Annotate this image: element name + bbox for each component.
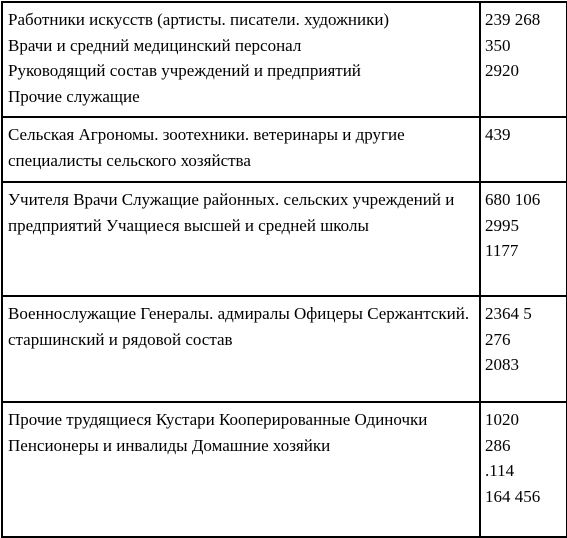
value-line: 680 106 xyxy=(485,190,541,209)
category-cell xyxy=(2,2,480,117)
value-cell xyxy=(480,296,567,402)
category-text: Сельская Агрономы. зоотехники. ветеринары и другие специалисты сельского хозяйства xyxy=(8,125,405,170)
table-row xyxy=(2,402,567,537)
value-line: 439 xyxy=(485,125,511,144)
value-line: 350 xyxy=(485,35,511,55)
category-text: Учителя Врачи Служащие районных. сельских учреждений и предприятий Учащиеся высшей и средней школы xyxy=(8,190,455,235)
category-cell xyxy=(2,117,480,182)
value-line: 276 xyxy=(485,329,511,349)
value-line: .114 xyxy=(485,461,515,480)
value-line: 164 456 xyxy=(485,486,541,506)
category-line: Прочие служащие xyxy=(8,86,140,106)
category-line: Врачи и средний медицинский персонал xyxy=(8,35,302,55)
category-text: Военнослужащие Генералы. адмиралы Офицеры Сержантский. старшинский и рядовой состав xyxy=(8,304,470,349)
value-line: 1020 xyxy=(485,410,519,429)
value-cell xyxy=(480,402,567,537)
table-row xyxy=(2,182,567,296)
category-cell xyxy=(2,402,480,537)
category-text: Прочие трудящиеся Кустари Кооперированные Одиночки Пенсионеры и инвалиды Домашние хозяйки xyxy=(8,410,428,455)
value-line: 1177 xyxy=(485,241,519,260)
value-line: 2083 xyxy=(485,355,519,374)
category-cell xyxy=(2,182,480,296)
table-row xyxy=(2,2,567,117)
table-row xyxy=(2,296,567,402)
value-cell xyxy=(480,182,567,296)
category-line: Руководящий состав учреждений и предприятий xyxy=(8,61,361,80)
value-line: 239 268 xyxy=(485,10,541,29)
value-cell xyxy=(480,117,567,182)
table-row xyxy=(2,117,567,182)
statistics-table xyxy=(1,1,567,538)
value-line: 2364 5 xyxy=(485,304,532,323)
value-line: 2995 xyxy=(485,215,519,235)
value-cell xyxy=(480,2,567,117)
value-line: 2920 xyxy=(485,61,519,80)
category-cell xyxy=(2,296,480,402)
category-line: Работники искусств (артисты. писатели. художники) xyxy=(8,10,390,29)
value-line: 286 xyxy=(485,435,511,455)
